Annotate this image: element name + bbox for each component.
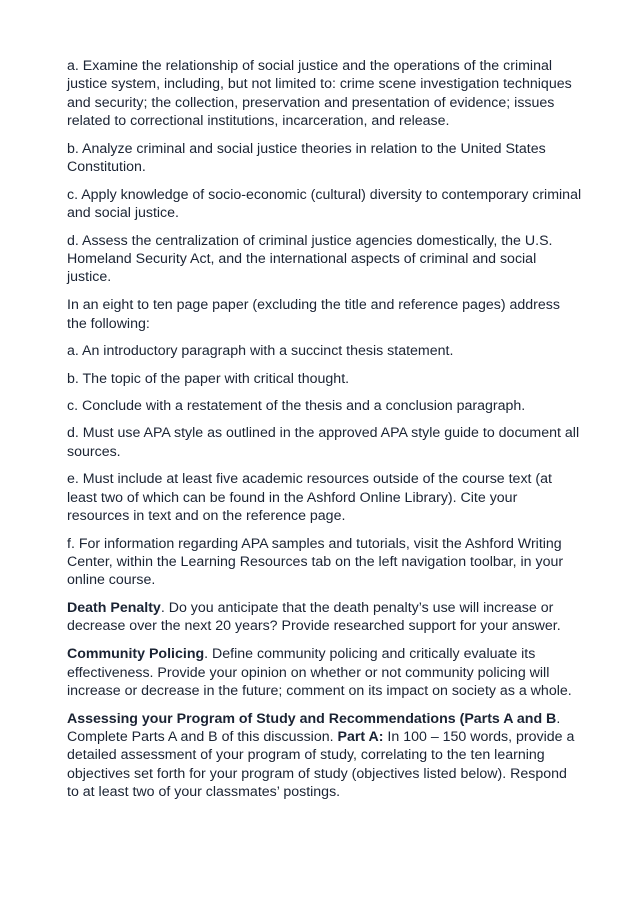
community-policing-prompt <box>67 645 582 700</box>
paper-intro: In an eight to ten page paper (excluding the title and reference pages) address the following: <box>67 297 560 332</box>
objective-d: d. Assess the centralization of criminal justice agencies domestically, the U.S. Homeland Security Act, and the international aspects of criminal and social justice. <box>67 232 553 286</box>
requirement-c: c. Conclude with a restatement of the thesis and a conclusion paragraph. <box>67 397 526 414</box>
death-penalty-text: . Do you anticipate that the death penalty’s use will increase or decrease over the next 20 years? Provide researched support for your answer. <box>67 600 561 635</box>
requirement-d: d. Must use APA style as outlined in the approved APA style guide to document all sources. <box>67 425 580 460</box>
requirement-b: b. The topic of the paper with critical thought. <box>67 370 350 387</box>
requirement-e: e. Must include at least five academic resources outside of the course text (at least two of which can be found in the Ashford Online Library). Cite your resources in text and on the reference page. <box>67 471 552 524</box>
requirement-a: a. An introductory paragraph with a succinct thesis statement. <box>67 343 454 360</box>
community-policing-heading: Community Policing <box>67 646 205 663</box>
assessing-prompt <box>67 710 582 801</box>
requirement-f: f. For information regarding APA samples and tutorials, visit the Ashford Writing Center, within the Learning Resources tab on the left navigation toolbar, in your online course. <box>67 535 564 589</box>
objective-c: c. Apply knowledge of socio-economic (cultural) diversity to contemporary criminal and social justice. <box>67 186 582 222</box>
objective-a: a. Examine the relationship of social justice and the operations of the criminal justice system, including, but not limited to: crime scene investigation techniques and security; the collection, preservation and presentation of evidence; issues related to correctional institutions, incarceration, and release. <box>67 58 572 129</box>
assessing-text-2: In 100 – 150 words, provide a detailed assessment of your program of study, correlating to the ten learning objectives set forth for your program of study (objectives listed below). Respond to at least two of your classmates’ postings. <box>67 728 575 800</box>
document-page <box>67 57 582 811</box>
death-penalty-heading: Death Penalty <box>67 600 161 617</box>
objective-b: b. Analyze criminal and social justice theories in relation to the United States Constitution. <box>67 140 546 175</box>
assessing-heading: Assessing your Program of Study and Recommendations (Parts A and B <box>67 710 557 727</box>
death-penalty-prompt <box>67 599 582 636</box>
community-policing-text: . Define community policing and critically evaluate its effectiveness. Provide your opinion on whether or not community policing will increase or decrease in the future; comment on its impact on society as a whole. <box>67 646 572 699</box>
part-a-label: Part A: <box>337 728 384 745</box>
assessing-text-1: . Complete Parts A and B of this discussion. <box>67 710 561 745</box>
